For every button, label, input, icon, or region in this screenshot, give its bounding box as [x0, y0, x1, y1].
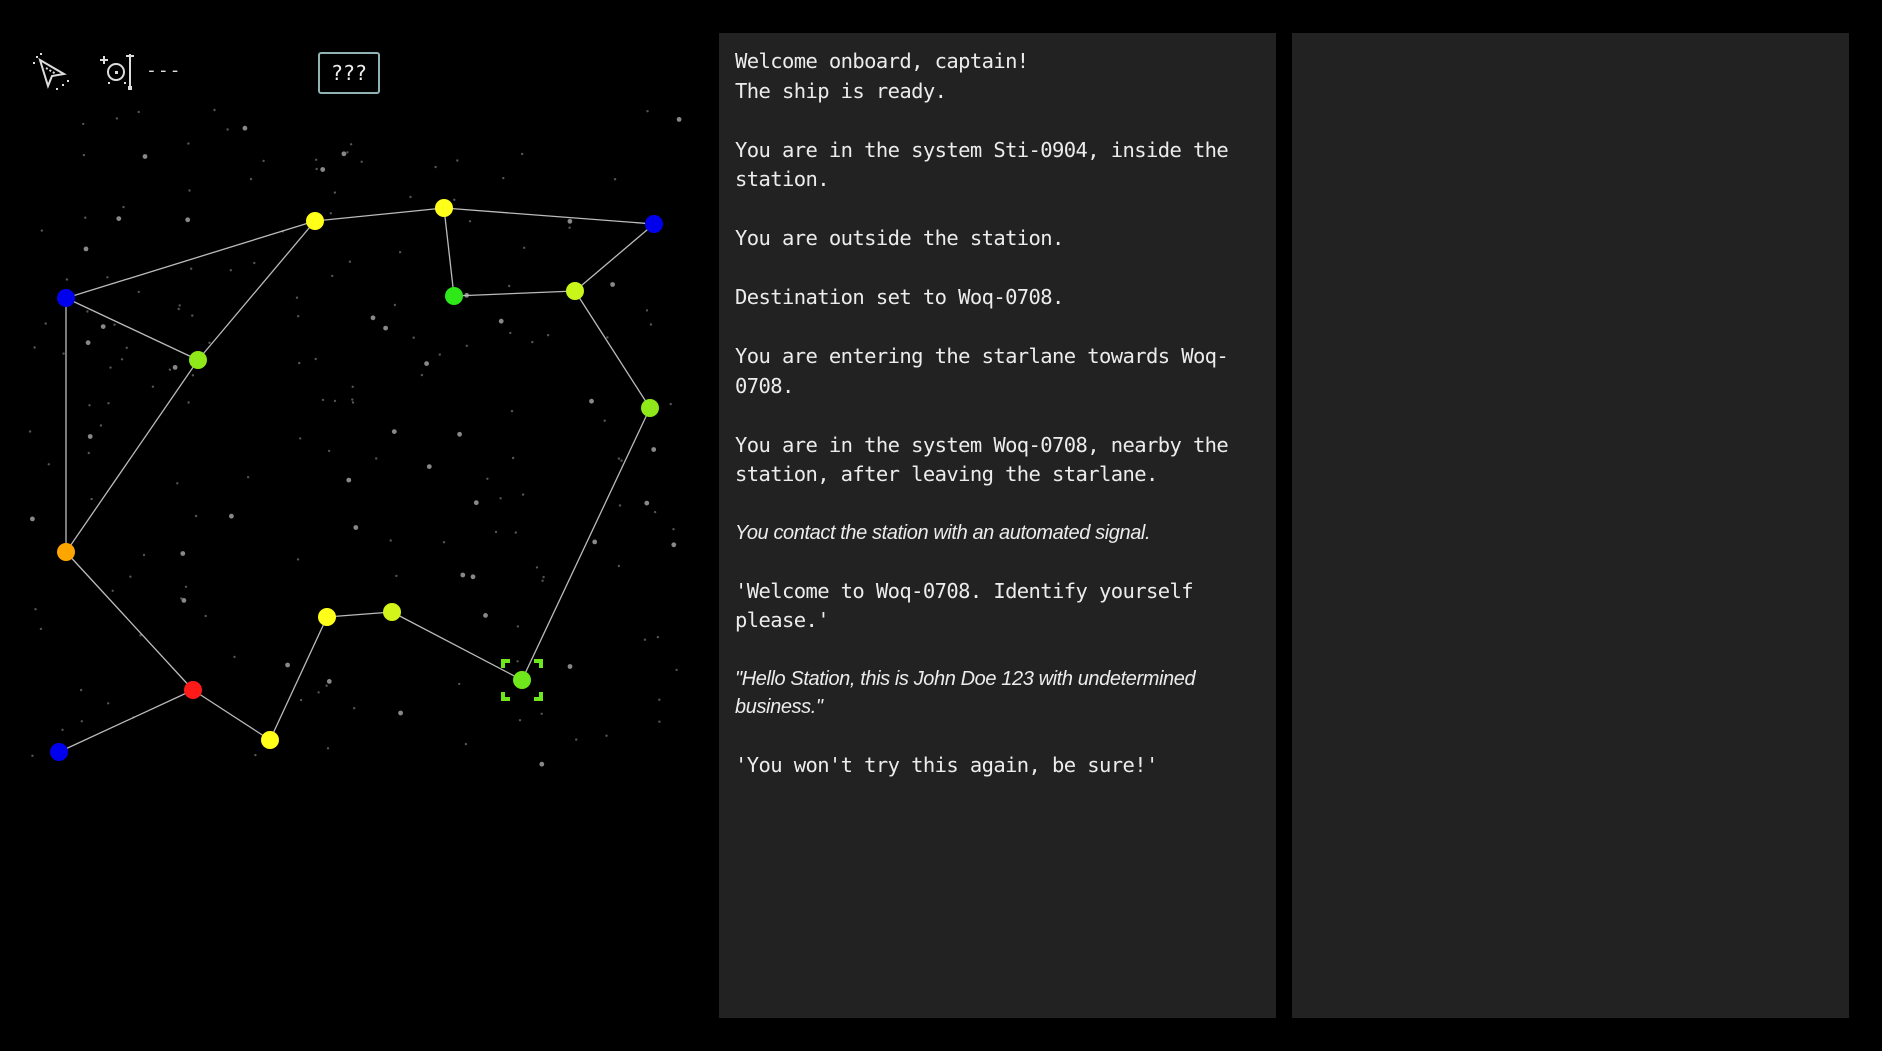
background-star [352, 401, 354, 403]
background-star [657, 636, 659, 638]
background-star [33, 346, 35, 348]
background-star [107, 402, 109, 404]
background-star [342, 151, 347, 156]
background-star [138, 291, 140, 293]
background-star [330, 212, 332, 214]
background-star [453, 199, 455, 201]
status-text: --- [146, 60, 182, 81]
background-star [361, 161, 363, 163]
log-message: Welcome onboard, captain! [735, 49, 1029, 73]
starlane [66, 360, 198, 552]
background-star [644, 639, 646, 641]
star-system-node[interactable] [57, 543, 75, 561]
background-star [434, 166, 436, 168]
background-star [413, 337, 415, 339]
star-map[interactable] [0, 0, 700, 800]
background-star [180, 551, 185, 556]
background-star [129, 576, 131, 578]
background-star [299, 437, 301, 439]
background-star [409, 196, 411, 198]
background-star [213, 109, 215, 111]
background-star [191, 314, 193, 316]
background-star [589, 399, 594, 404]
background-star [509, 332, 511, 334]
background-star [486, 478, 488, 480]
background-star [443, 541, 445, 543]
background-star [230, 269, 232, 271]
background-star [331, 275, 333, 277]
starlane [454, 291, 575, 296]
log-message: 'You won't try this again, be sure!' [735, 752, 1158, 777]
background-star [88, 434, 93, 439]
star-system-node[interactable] [189, 351, 207, 369]
log-message: You contact the station with an automated signal. [735, 522, 1151, 544]
background-star [316, 168, 318, 170]
starlane [392, 612, 522, 680]
star-system-node[interactable] [306, 212, 324, 230]
background-star [516, 660, 518, 662]
background-star [474, 500, 479, 505]
background-star [300, 699, 302, 701]
background-star [320, 167, 325, 172]
star-system-node[interactable] [566, 282, 584, 300]
background-star [644, 501, 649, 506]
background-star [109, 366, 111, 368]
background-star [460, 573, 465, 578]
background-star [677, 117, 682, 122]
background-star [187, 142, 189, 144]
background-star [658, 699, 660, 701]
background-star [502, 177, 504, 179]
background-star [521, 153, 523, 155]
starlane [522, 408, 650, 680]
background-star [371, 315, 376, 320]
background-star [568, 219, 573, 224]
background-star [298, 362, 300, 364]
background-star [190, 268, 192, 270]
background-star [604, 420, 606, 422]
background-star [285, 663, 290, 668]
background-star [328, 450, 330, 452]
background-star [66, 278, 68, 280]
starlane [575, 291, 650, 408]
background-star [394, 304, 396, 306]
background-star [465, 743, 467, 745]
star-system-node[interactable] [445, 287, 463, 305]
background-star [650, 323, 652, 325]
background-star [296, 297, 298, 299]
background-star [618, 565, 620, 567]
starlane [575, 224, 654, 291]
background-star [671, 542, 676, 547]
background-star [619, 504, 621, 506]
starlane [198, 221, 315, 360]
background-star [334, 400, 336, 402]
background-star [185, 217, 190, 222]
background-star [351, 398, 353, 400]
background-star [515, 531, 517, 533]
background-star [519, 719, 521, 721]
background-star [399, 251, 401, 253]
starlane [270, 617, 327, 740]
background-star [113, 324, 115, 326]
background-star [250, 178, 252, 180]
background-star [350, 143, 352, 145]
background-star [29, 430, 31, 432]
background-star [84, 247, 89, 252]
background-star [542, 576, 544, 578]
message-log [735, 47, 1260, 780]
background-star [398, 711, 403, 716]
background-star [116, 117, 118, 119]
background-star [610, 282, 615, 287]
background-star [346, 151, 348, 153]
background-star [456, 159, 458, 161]
background-star [317, 691, 319, 693]
background-star [614, 178, 616, 180]
background-star [327, 679, 332, 684]
background-star [188, 189, 190, 191]
background-star [620, 459, 622, 461]
unknown-badge[interactable]: ??? [318, 52, 380, 94]
background-star [112, 590, 114, 592]
background-star [121, 358, 123, 360]
background-star [138, 111, 140, 113]
background-star [575, 738, 577, 740]
background-star [568, 664, 573, 669]
starlane [444, 208, 454, 296]
background-star [499, 497, 501, 499]
background-star [483, 613, 488, 618]
background-star [315, 159, 317, 161]
log-message: You are in the system Woq-0708, nearby the station, after leaving the starlane. [735, 432, 1240, 486]
background-star [208, 342, 210, 344]
background-star [88, 404, 90, 406]
log-message: You are in the system Sti-0904, inside the station. [735, 137, 1240, 191]
background-star [122, 206, 124, 208]
background-star [90, 498, 92, 500]
background-star [253, 262, 255, 264]
background-star [297, 315, 299, 317]
background-star [40, 628, 42, 630]
background-star [178, 308, 180, 310]
background-star [187, 401, 189, 403]
background-star [233, 656, 235, 658]
background-star [605, 735, 607, 737]
background-star [116, 216, 121, 221]
background-star [126, 347, 128, 349]
starlane [327, 612, 392, 617]
background-star [176, 482, 178, 484]
background-star [334, 191, 336, 193]
background-star [536, 566, 538, 568]
background-star [84, 217, 86, 219]
background-star [327, 747, 329, 749]
background-star [539, 762, 544, 767]
star-system-node[interactable] [645, 215, 663, 233]
log-message: You are outside the station. [735, 226, 1064, 250]
starlane [66, 552, 193, 690]
background-star [654, 511, 656, 513]
background-star [143, 554, 145, 556]
background-star [353, 525, 358, 530]
background-star [62, 352, 64, 354]
background-star [100, 424, 102, 426]
background-star [469, 220, 471, 222]
background-star [421, 374, 423, 376]
background-star [522, 493, 524, 495]
background-star [86, 340, 91, 345]
background-star [322, 399, 324, 401]
background-star [495, 531, 497, 533]
background-star [531, 341, 533, 343]
background-star [254, 754, 256, 756]
background-star [606, 336, 608, 338]
background-star [106, 276, 108, 278]
background-star [523, 247, 525, 249]
star-system-node[interactable] [318, 608, 336, 626]
starlane [315, 208, 444, 221]
background-star [383, 326, 388, 331]
background-star [262, 160, 264, 162]
background-star [185, 586, 187, 588]
background-star [195, 515, 197, 517]
background-star [471, 574, 476, 579]
background-star [424, 361, 429, 366]
background-star [34, 608, 36, 610]
background-star [427, 464, 432, 469]
background-star [297, 558, 299, 560]
background-star [547, 334, 549, 336]
star-system-node[interactable] [435, 199, 453, 217]
ship-cursor-icon[interactable] [32, 52, 72, 92]
background-star [48, 463, 50, 465]
background-star [173, 365, 178, 370]
target-crosshair-icon[interactable] [98, 52, 138, 92]
star-system-node[interactable] [383, 603, 401, 621]
background-star [325, 685, 327, 687]
background-star [229, 514, 234, 519]
background-star [61, 729, 63, 731]
background-star [541, 580, 543, 582]
background-star [83, 154, 85, 156]
background-star [457, 432, 462, 437]
star-system-node[interactable] [57, 289, 75, 307]
background-star [512, 457, 514, 459]
background-star [511, 410, 513, 412]
star-system-node[interactable] [261, 731, 279, 749]
log-message: "Hello Station, this is John Doe 123 with undetermined business." [735, 668, 1201, 718]
background-star [45, 322, 47, 324]
background-star [508, 285, 510, 287]
background-star [346, 478, 351, 483]
starlane [66, 298, 198, 360]
background-star [86, 310, 88, 312]
background-star [226, 128, 228, 130]
background-star [439, 353, 441, 355]
background-star [646, 309, 648, 311]
background-star [646, 110, 648, 112]
background-star [247, 476, 249, 478]
log-message: Destination set to Woq-0708. [735, 285, 1064, 309]
background-star [395, 575, 397, 577]
background-star [315, 358, 317, 360]
background-star [88, 452, 90, 454]
background-star [179, 304, 181, 306]
background-star [670, 403, 672, 405]
background-star [568, 227, 570, 229]
background-star [82, 123, 84, 125]
background-star [31, 755, 33, 757]
background-star [458, 683, 460, 685]
background-star [390, 539, 392, 541]
background-star [592, 540, 597, 545]
star-system-node[interactable] [184, 681, 202, 699]
background-star [243, 126, 248, 131]
starlane [444, 208, 654, 224]
star-system-node[interactable] [50, 743, 68, 761]
star-system-node[interactable] [513, 671, 531, 689]
background-star [651, 447, 656, 452]
log-message: 'Welcome to Woq-0708. Identify yourself please.' [735, 578, 1205, 632]
background-star [41, 229, 43, 231]
starlane [66, 221, 315, 298]
background-star [392, 429, 397, 434]
background-star [672, 528, 674, 530]
background-star [675, 669, 677, 671]
log-message: You are entering the starlane towards Woq-0708. [735, 344, 1229, 398]
background-star [107, 702, 109, 704]
background-star [180, 597, 182, 599]
side-panel [1292, 33, 1849, 1018]
background-star [349, 261, 351, 263]
log-message: The ship is ready. [735, 78, 947, 103]
starlane [59, 690, 193, 752]
star-system-node[interactable] [641, 399, 659, 417]
background-star [169, 369, 171, 371]
background-star [517, 625, 519, 627]
star-map-area [0, 0, 700, 1051]
background-star [499, 319, 504, 324]
background-star [541, 713, 543, 715]
background-star [352, 386, 354, 388]
background-star [618, 457, 620, 459]
starlane [193, 690, 270, 740]
background-star [81, 720, 83, 722]
background-star [143, 154, 148, 159]
background-star [101, 324, 106, 329]
background-star [192, 374, 194, 376]
background-star [80, 689, 82, 691]
background-star [466, 345, 468, 347]
background-star [375, 457, 377, 459]
background-star [152, 386, 154, 388]
background-star [353, 707, 355, 709]
background-star [30, 517, 35, 522]
background-star [205, 615, 207, 617]
background-star [658, 721, 660, 723]
message-log-panel [719, 33, 1276, 1018]
